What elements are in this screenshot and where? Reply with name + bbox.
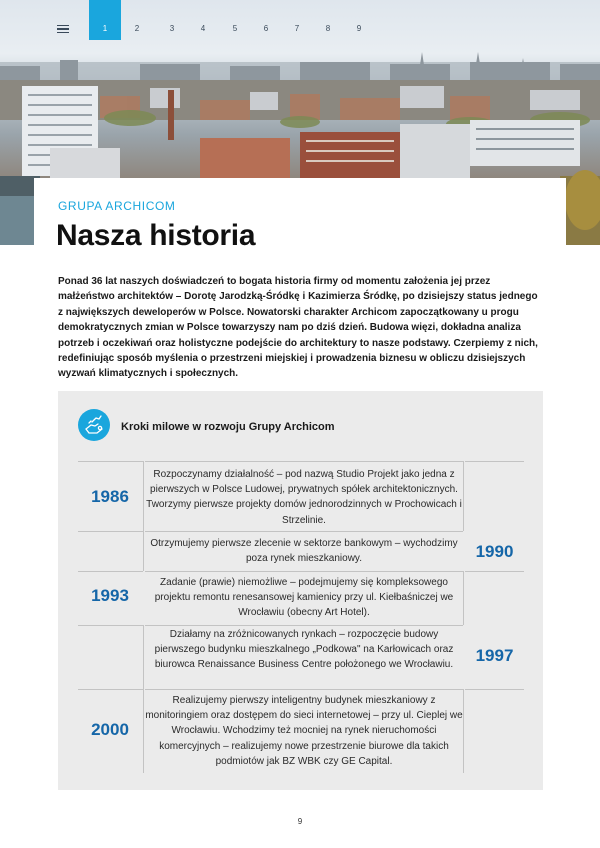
title-card: [34, 178, 566, 262]
nav-page-5[interactable]: 5: [232, 24, 238, 33]
milestone-year: 1993: [91, 586, 129, 605]
milestone-text: Działamy na zróżnicowanych rynkach – rozpoczęcie budowy pierwszego budynku mieszkalnego „Podkowa" na Karłowicach oraz biurowca Renaissance Business Centre położonego we Wrocławiu.: [154, 629, 454, 671]
milestone-row: [78, 531, 524, 571]
milestones-title: Kroki milowe w rozwoju Grupy Archicom: [121, 421, 335, 433]
milestone-row: [78, 689, 524, 773]
milestone-year: 2000: [91, 720, 129, 739]
milestone-text: Zadanie (prawie) niemożliwe – podejmujemy się kompleksowego projektu remontu renesansowej kamienicy przy ul. Kiełbaśniczej we Wrocławiu (obecny Art Hotel).: [154, 577, 454, 619]
active-page-indicator: [89, 0, 121, 40]
nav-page-6[interactable]: 6: [263, 24, 269, 33]
milestone-year: 1986: [91, 487, 129, 506]
page-navigation: [0, 0, 600, 40]
milestones-box: [58, 391, 543, 790]
page-title: Nasza historia: [56, 219, 256, 252]
nav-page-7[interactable]: 7: [294, 24, 300, 33]
nav-page-4[interactable]: 4: [200, 24, 206, 33]
hamburger-menu-icon[interactable]: [57, 25, 69, 33]
section-kicker: GRUPA ARCHICOM: [58, 199, 176, 213]
milestone-year: 1990: [475, 542, 514, 561]
milestone-text: Otrzymujemy pierwsze zlecenie w sektorze bankowym – wychodzimy poza rynek mieszkaniowy.: [150, 538, 458, 565]
nav-page-9[interactable]: 9: [356, 24, 362, 33]
nav-page-8[interactable]: 8: [325, 24, 331, 33]
milestone-year: 1997: [475, 646, 514, 665]
intro-paragraph: Ponad 36 lat naszych doświadczeń to bogata historia firmy od momentu założenia jej przez małżeństwo architektów – Dorotę Jarodzką-Śródkę i Kazimierza Śródkę, po dzisiejszy status jednego z największych deweloperów w Polsce. Nowatorski charakter Archicom zapoczątkowany u progu demokratycznych zmian w Polsce towarzyszy nam po dziś dzień. Budowa więzi, dokładna analiza potrzeb i oczekiwań oraz holistyczne podejście do architektury to nasze podstawy. Czerpiemy z nich, redefiniując sposób myślenia o przestrzeni miejskiej i prowadzenia biznesu w obliczu dzisiejszych wyzwań klimatycznych i społecznych.: [58, 276, 538, 380]
milestone-row: [78, 461, 524, 531]
milestone-text: Rozpoczynamy działalność – pod nazwą Studio Projekt jako jedna z pierwszych w Polsce Ludowej, prywatnych spółek architektonicznych. Tworzymy pierwsze projekty domów jednorodzinnych w Prochowicach i Strzelinie.: [146, 469, 462, 526]
nav-page-3[interactable]: 3: [169, 24, 175, 33]
page-number: 9: [297, 817, 303, 826]
nav-page-1[interactable]: 1: [102, 24, 108, 33]
milestone-row: [78, 571, 524, 625]
milestone-row: [78, 625, 524, 689]
milestone-text: Realizujemy pierwszy inteligentny budynek mieszkaniowy z monitoringiem oraz dostępem do sieci internetowej – przy ul. Cieplej we Wrocławiu. Wchodzimy też mocniej na rynek nieruchomości komercyjnych – realizujemy nowe przestrzenie biurowe dla takich podmiotów jak BZ WBK czy GE Capital.: [145, 695, 463, 767]
milestone-hand-icon: [78, 409, 110, 441]
nav-page-2[interactable]: 2: [134, 24, 140, 33]
